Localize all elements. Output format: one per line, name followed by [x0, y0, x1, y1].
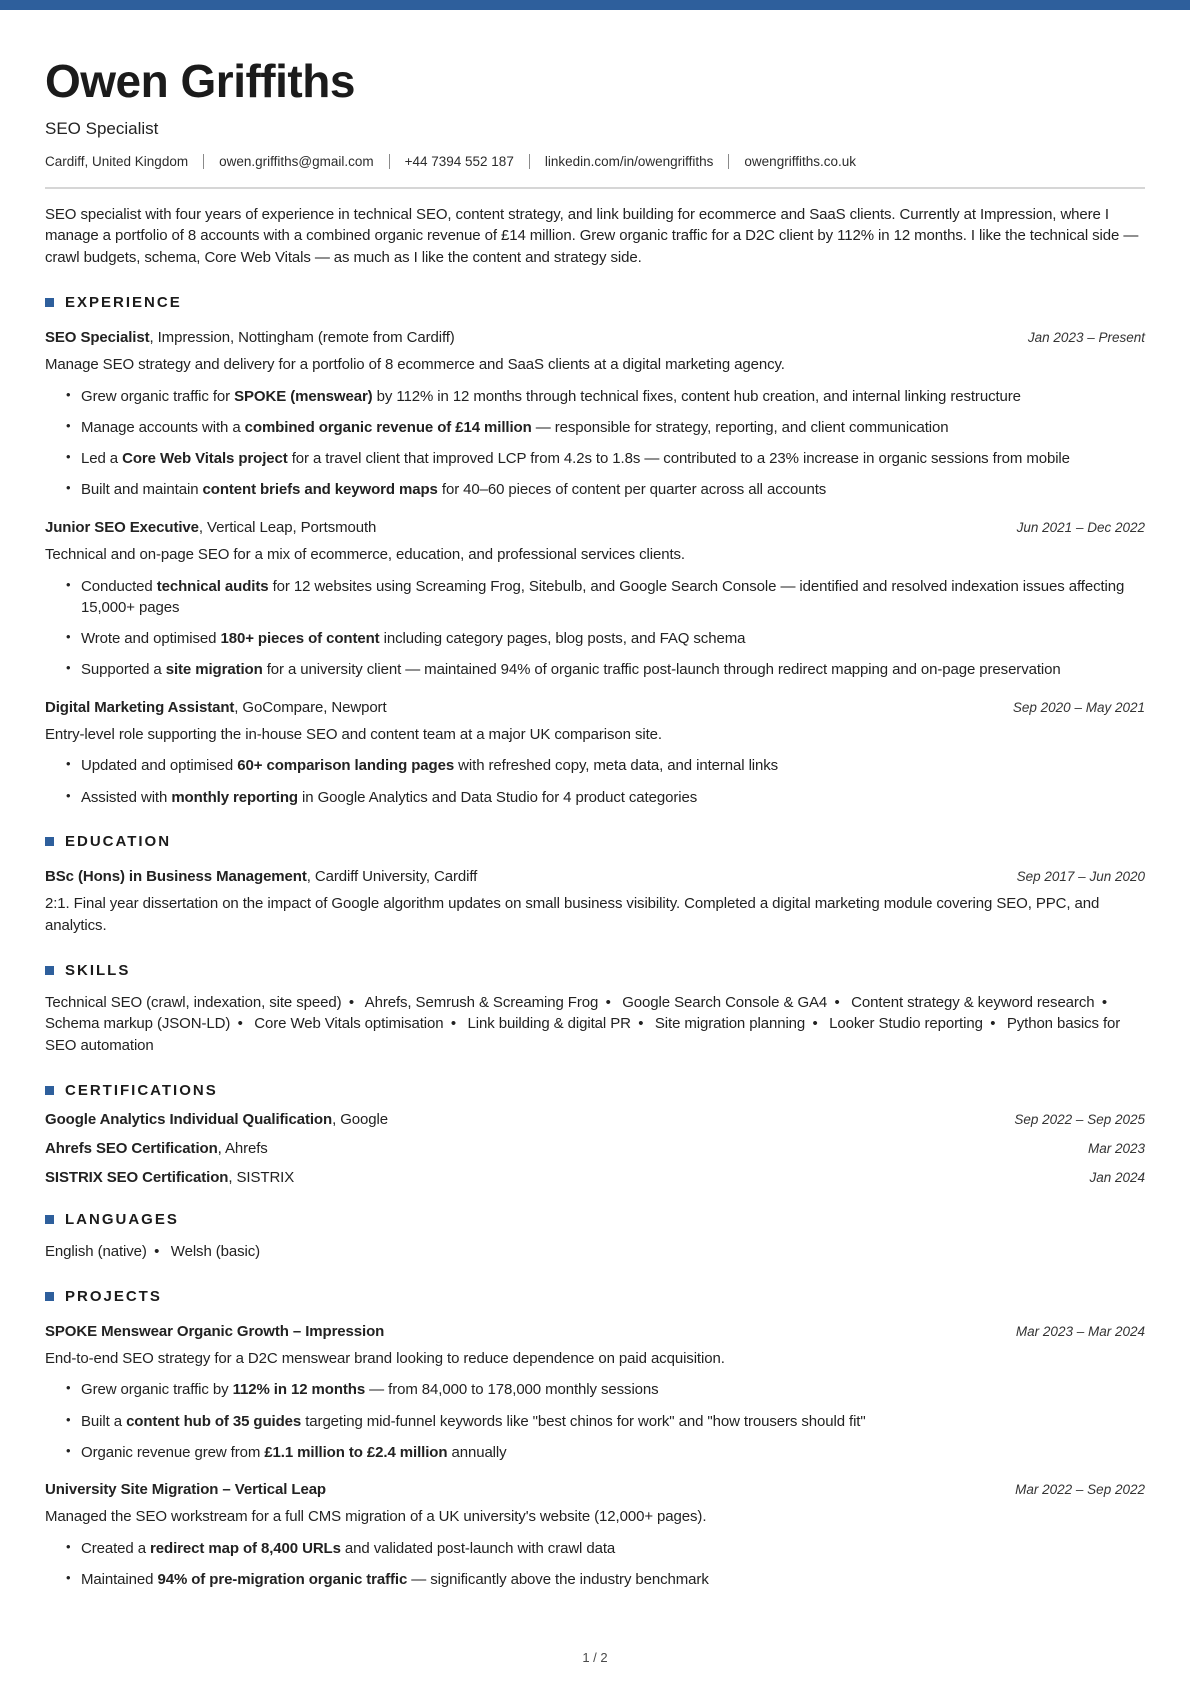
section-square-icon [45, 1086, 54, 1095]
contact-separator [728, 154, 729, 169]
project-title: SPOKE Menswear Organic Growth – Impression [45, 1322, 385, 1340]
job-bullet: • Grew organic traffic for SPOKE (menswear) by 112% in 12 months through technical fixes, content hub creation, and internal linking restructure [81, 386, 1145, 407]
entry-title-line [45, 519, 376, 536]
skills-list: Technical SEO (crawl, indexation, site speed) • Ahrefs, Semrush & Screaming Frog • Google Search Console & GA4 • Content strategy & keyword research • Schema markup (JSON-LD) • Core Web Vitals optimisation • Link building & digital PR • Site migration planning • Looker Studio reporting • Python basics for SEO automation [45, 993, 1121, 1055]
person-name: Owen Griffiths [45, 55, 355, 107]
entry-header-row [45, 1323, 1145, 1340]
entry-title-line [45, 1481, 326, 1498]
section-education [45, 833, 1145, 937]
job-bullet: • Wrote and optimised 180+ pieces of content including category pages, blog posts, and FAQ schema [81, 628, 1145, 649]
section-certifications [45, 1082, 1145, 1186]
contact-website: owengriffiths.co.uk [744, 153, 856, 169]
person-job-title: SEO Specialist [45, 118, 159, 138]
page-number: 1 / 2 [582, 1650, 608, 1665]
degree-title: BSc (Hons) in Business Management [45, 868, 307, 886]
job-title: SEO Specialist [45, 328, 150, 346]
contact-email: owen.griffiths@gmail.com [219, 153, 374, 169]
contact-phone: +44 7394 552 187 [404, 153, 514, 169]
section-projects [45, 1288, 1145, 1591]
job-dates: Jan 2023 – Present [1027, 329, 1145, 345]
contact-linkedin: linkedin.com/in/owengriffiths [544, 153, 714, 169]
languages-list: English (native) • Welsh (basic) [45, 1242, 261, 1260]
certification-name: Ahrefs SEO Certification [45, 1139, 218, 1157]
job-bullet: • Built and maintain content briefs and keyword maps for 40–60 pieces of content per quarter across all accounts [81, 479, 1145, 500]
experience-entry [45, 519, 1145, 681]
job-description: Entry-level role supporting the in-house SEO and content team at a major UK comparison site. [45, 725, 662, 743]
entry-header-row [45, 329, 1145, 346]
job-dates: Jun 2021 – Dec 2022 [1016, 519, 1145, 535]
entry-title-line [45, 1323, 384, 1340]
project-entry [45, 1481, 1145, 1590]
section-heading-education [45, 833, 1145, 850]
certification-dates: Mar 2023 [1087, 1140, 1145, 1156]
contact-separator [529, 154, 530, 169]
section-skills [45, 962, 1145, 1057]
project-bullet-list [45, 1379, 1145, 1463]
job-meta: , GoCompare, Newport [234, 698, 387, 716]
project-description: Managed the SEO workstream for a full CMS migration of a UK university's website (12,000+ pages). [45, 1508, 707, 1526]
certification-name: Google Analytics Individual Qualification [45, 1110, 333, 1128]
entry-title-line [45, 868, 477, 885]
education-description: 2:1. Final year dissertation on the impact of Google algorithm updates on small business visibility. Completed a digital marketing module covering SEO, PPC, and analytics. [45, 895, 1100, 934]
job-bullet: • Manage accounts with a combined organic revenue of £14 million — responsible for strategy, reporting, and client communication [81, 417, 1145, 438]
certification-dates: Sep 2022 – Sep 2025 [1014, 1111, 1145, 1127]
degree-meta: , Cardiff University, Cardiff [306, 868, 478, 886]
entry-title-line [45, 699, 387, 716]
certification-row [45, 1140, 1145, 1157]
section-heading-projects [45, 1288, 1145, 1305]
section-heading-label: PROJECTS [65, 1287, 162, 1305]
certification-name: SISTRIX SEO Certification [45, 1168, 229, 1186]
experience-entry [45, 699, 1145, 808]
project-entry [45, 1323, 1145, 1464]
project-title: University Site Migration – Vertical Leap [45, 1481, 326, 1499]
job-bullet-list [45, 386, 1145, 501]
contact-separator [389, 154, 390, 169]
education-dates: Sep 2017 – Jun 2020 [1016, 869, 1145, 885]
job-meta: , Vertical Leap, Portsmouth [198, 518, 377, 536]
job-description: Manage SEO strategy and delivery for a portfolio of 8 ecommerce and SaaS clients at a digital marketing agency. [45, 355, 785, 373]
top-accent-bar [0, 0, 1190, 10]
certification-dates: Jan 2024 [1089, 1169, 1145, 1185]
section-experience [45, 294, 1145, 808]
section-heading-label: LANGUAGES [65, 1210, 179, 1228]
certification-row [45, 1169, 1145, 1186]
contact-row [45, 154, 1145, 169]
job-bullet: • Conducted technical audits for 12 websites using Screaming Frog, Sitebulb, and Google Search Console — identified and resolved indexation issues affecting 15,000+ pages [81, 576, 1145, 619]
project-bullet: • Grew organic traffic by 112% in 12 months — from 84,000 to 178,000 monthly sessions [81, 1379, 1145, 1400]
header-divider [45, 187, 1145, 189]
job-title: Digital Marketing Assistant [45, 698, 235, 716]
job-dates: Sep 2020 – May 2021 [1012, 699, 1145, 715]
section-heading-experience [45, 294, 1145, 311]
contact-separator [203, 154, 204, 169]
project-bullet: • Built a content hub of 35 guides targeting mid-funnel keywords like "best chinos for work" and "how trousers should fit" [81, 1411, 1145, 1432]
section-heading-skills [45, 962, 1145, 979]
section-heading-label: EDUCATION [65, 833, 172, 851]
summary-paragraph: SEO specialist with four years of experience in technical SEO, content strategy, and link building for ecommerce and SaaS clients. Currently at Impression, where I manage a portfolio of 8 accounts with a combined organic revenue of £14 million. Grew organic traffic for a D2C client by 112% in 12 months. I like the technical side — crawl budgets, schema, Core Web Vitals — as much as I like the content and strategy side. [45, 205, 1139, 267]
job-title: Junior SEO Executive [45, 518, 199, 536]
entry-header-row [45, 1481, 1145, 1498]
section-heading-certifications [45, 1082, 1145, 1099]
project-dates: Mar 2023 – Mar 2024 [1015, 1323, 1145, 1339]
entry-header-row [45, 699, 1145, 716]
job-description: Technical and on-page SEO for a mix of ecommerce, education, and professional services clients. [45, 545, 685, 563]
resume-page [0, 10, 1190, 1591]
certification-org: , Google [332, 1110, 388, 1128]
job-bullet: • Led a Core Web Vitals project for a travel client that improved LCP from 4.2s to 1.8s — contributed to a 23% increase in organic sessions from mobile [81, 448, 1145, 469]
project-bullet-list [45, 1538, 1145, 1591]
project-bullet: • Maintained 94% of pre-migration organic traffic — significantly above the industry benchmark [81, 1569, 1145, 1590]
section-languages [45, 1211, 1145, 1263]
section-square-icon [45, 1292, 54, 1301]
section-heading-label: EXPERIENCE [65, 293, 182, 311]
job-bullet-list [45, 576, 1145, 681]
entry-header-row [45, 868, 1145, 885]
certification-row [45, 1111, 1145, 1128]
section-heading-label: SKILLS [65, 961, 131, 979]
job-bullet: • Supported a site migration for a university client — maintained 94% of organic traffic post-launch through redirect mapping and on-page preservation [81, 659, 1145, 680]
certification-title-line [45, 1111, 388, 1128]
section-square-icon [45, 837, 54, 846]
entry-header-row [45, 519, 1145, 536]
contact-location: Cardiff, United Kingdom [45, 153, 189, 169]
job-meta: , Impression, Nottingham (remote from Cardiff) [149, 328, 455, 346]
entry-title-line [45, 329, 455, 346]
section-heading-label: CERTIFICATIONS [65, 1081, 218, 1099]
project-dates: Mar 2022 – Sep 2022 [1015, 1482, 1145, 1498]
education-entry [45, 868, 1145, 937]
certification-org: , Ahrefs [217, 1139, 268, 1157]
project-bullet: • Organic revenue grew from £1.1 million to £2.4 million annually [81, 1442, 1145, 1463]
job-bullet: • Updated and optimised 60+ comparison landing pages with refreshed copy, meta data, and internal links [81, 755, 1145, 776]
section-square-icon [45, 1215, 54, 1224]
certification-title-line [45, 1140, 268, 1157]
section-heading-languages [45, 1211, 1145, 1228]
experience-entry [45, 329, 1145, 501]
certification-org: , SISTRIX [228, 1168, 295, 1186]
job-bullet-list [45, 755, 1145, 808]
certification-title-line [45, 1169, 294, 1186]
project-bullet: • Created a redirect map of 8,400 URLs and validated post-launch with crawl data [81, 1538, 1145, 1559]
section-square-icon [45, 966, 54, 975]
project-description: End-to-end SEO strategy for a D2C menswear brand looking to reduce dependence on paid acquisition. [45, 1349, 725, 1367]
section-square-icon [45, 298, 54, 307]
job-bullet: • Assisted with monthly reporting in Google Analytics and Data Studio for 4 product categories [81, 787, 1145, 808]
